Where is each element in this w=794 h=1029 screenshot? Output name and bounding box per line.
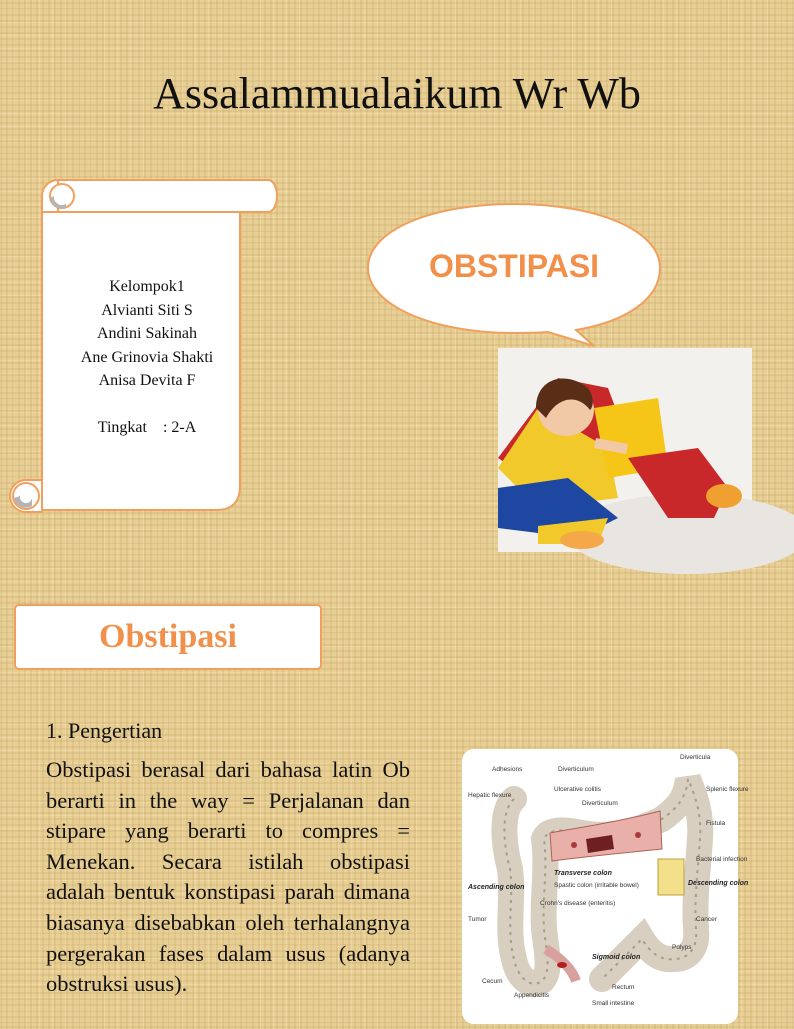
- class-level: Tingkat : 2-A: [97, 418, 197, 436]
- slide-title: Assalammualaikum Wr Wb: [153, 69, 641, 118]
- definition-paragraph: Obstipasi berasal dari bahasa latin Ob berarti in the way = Perjalanan dan stipare yang berarti to compres = Menekan. Secara istilah obstipasi adalah bentuk konstipasi parah dimana biasanya disebabkan oleh terhalangnya pergerakan fases dalam usus (adanya obstruksi usus).: [46, 757, 410, 997]
- label-fistula: Fistula: [706, 820, 726, 827]
- label-bacterial-infection: Bacterial infection: [696, 856, 748, 863]
- subheading: 1. Pengertian: [46, 718, 163, 743]
- label-cancer: Cancer: [696, 916, 717, 923]
- member-name: Ane Grinovia Shakti: [80, 348, 214, 366]
- colon-diagram: [462, 749, 749, 1024]
- label-spastic-colon: Spastic colon (irritable bowel): [554, 882, 639, 889]
- label-splenic-flexure: Splenic flexure: [706, 786, 749, 793]
- member-name: Alvianti Siti S: [101, 301, 193, 319]
- label-diverticulum-2: Diverticulum: [582, 800, 618, 807]
- label-hepatic-flexure: Hepatic flexure: [468, 792, 512, 799]
- label-transverse-colon: Transverse colon: [554, 870, 612, 877]
- label-crohns: Crohn's disease (enteritis): [540, 900, 616, 907]
- member-name: Andini Sakinah: [97, 325, 197, 342]
- child-photo: [498, 348, 752, 552]
- section-heading: Obstipasi: [99, 618, 237, 655]
- label-adhesions: Adhesions: [492, 766, 523, 773]
- label-descending-colon: Descending colon: [688, 880, 749, 887]
- label-tumor: Tumor: [468, 916, 487, 923]
- label-cecum: Cecum: [482, 978, 503, 985]
- member-name: Anisa Devita F: [98, 372, 196, 389]
- label-ascending-colon: Ascending colon: [468, 884, 525, 891]
- label-diverticulum: Diverticulum: [558, 766, 594, 773]
- label-small-intestine: Small intestine: [592, 1000, 635, 1007]
- group-name: Kelompok1: [109, 278, 185, 295]
- topic-label: OBSTIPASI: [428, 248, 600, 284]
- label-ulcerative-colitis: Ulcerative colitis: [554, 786, 601, 793]
- label-sigmoid-colon: Sigmoid colon: [592, 954, 641, 961]
- label-rectum: Rectum: [612, 984, 635, 991]
- label-appendicitis: Appendicitis: [514, 992, 550, 999]
- label-polyps: Polyps: [672, 944, 692, 951]
- group-members-block: [52, 275, 242, 439]
- label-diverticula: Diverticula: [680, 754, 711, 761]
